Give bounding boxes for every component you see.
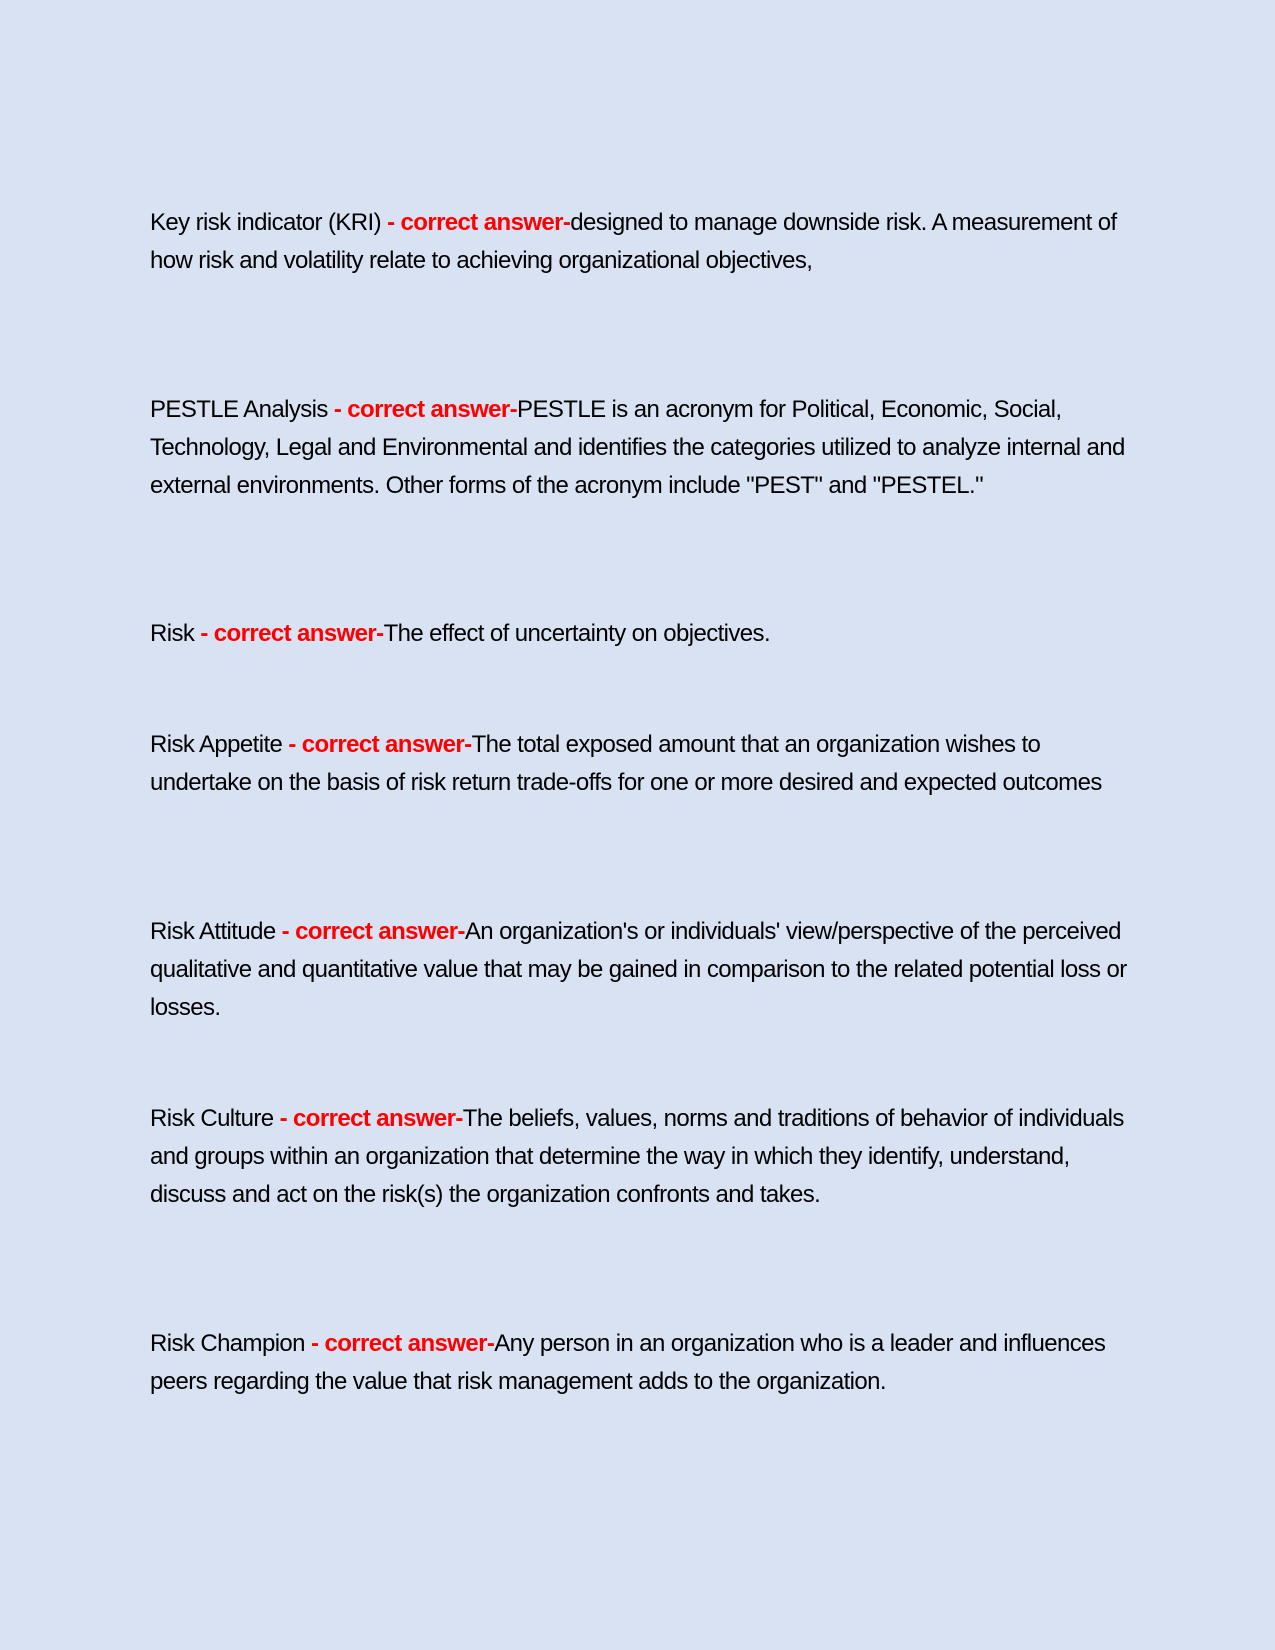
term: Risk Appetite xyxy=(150,731,289,758)
entry-risk-attitude xyxy=(150,913,1140,1028)
entry-risk-champion xyxy=(150,1325,1140,1401)
definition: The total exposed amount that an organization wishes to undertake on the basis of risk return trade-offs for one or more desired and expected outcomes xyxy=(150,731,1102,797)
definition: An organization's or individuals' view/perspective of the perceived qualitative and quantitative value that may be gained in comparison to the related potential loss or losses. xyxy=(150,918,1127,1022)
term: Risk Attitude xyxy=(150,918,282,945)
answer-separator: - correct answer- xyxy=(288,731,472,758)
entry-pestle xyxy=(150,391,1140,506)
term: PESTLE Analysis xyxy=(150,396,334,423)
term: Risk xyxy=(150,620,201,647)
answer-separator: - correct answer- xyxy=(200,620,384,647)
definition: PESTLE is an acronym for Political, Economic, Social, Technology, Legal and Environmental and identifies the categories utilized to analyze internal and external environments. Other forms of the acronym include "PEST" and "PESTEL." xyxy=(150,396,1125,500)
answer-separator: - correct answer- xyxy=(281,918,465,945)
term: Risk Champion xyxy=(150,1330,311,1357)
term: Key risk indicator (KRI) xyxy=(150,209,388,236)
entry-risk-appetite xyxy=(150,726,1140,802)
definition: The effect of uncertainty on objectives. xyxy=(383,620,771,647)
answer-separator: - correct answer- xyxy=(387,209,571,236)
answer-separator: - correct answer- xyxy=(333,396,518,423)
answer-separator: - correct answer- xyxy=(279,1105,463,1132)
definition: designed to manage downside risk. A measurement of how risk and volatility relate to achieving organizational objectives, xyxy=(150,209,1117,275)
definition: The beliefs, values, norms and traditions of behavior of individuals and groups within an organization that determine the way in which they identify, understand, discuss and act on the risk(s) the organization confronts and takes. xyxy=(150,1105,1124,1209)
answer-separator: - correct answer- xyxy=(311,1330,495,1357)
entry-kri xyxy=(150,204,1140,280)
term: Risk Culture xyxy=(150,1105,280,1132)
definition: Any person in an organization who is a leader and influences peers regarding the value that risk management adds to the organization. xyxy=(150,1330,1106,1396)
entry-risk xyxy=(150,615,1140,653)
entry-risk-culture xyxy=(150,1100,1140,1215)
